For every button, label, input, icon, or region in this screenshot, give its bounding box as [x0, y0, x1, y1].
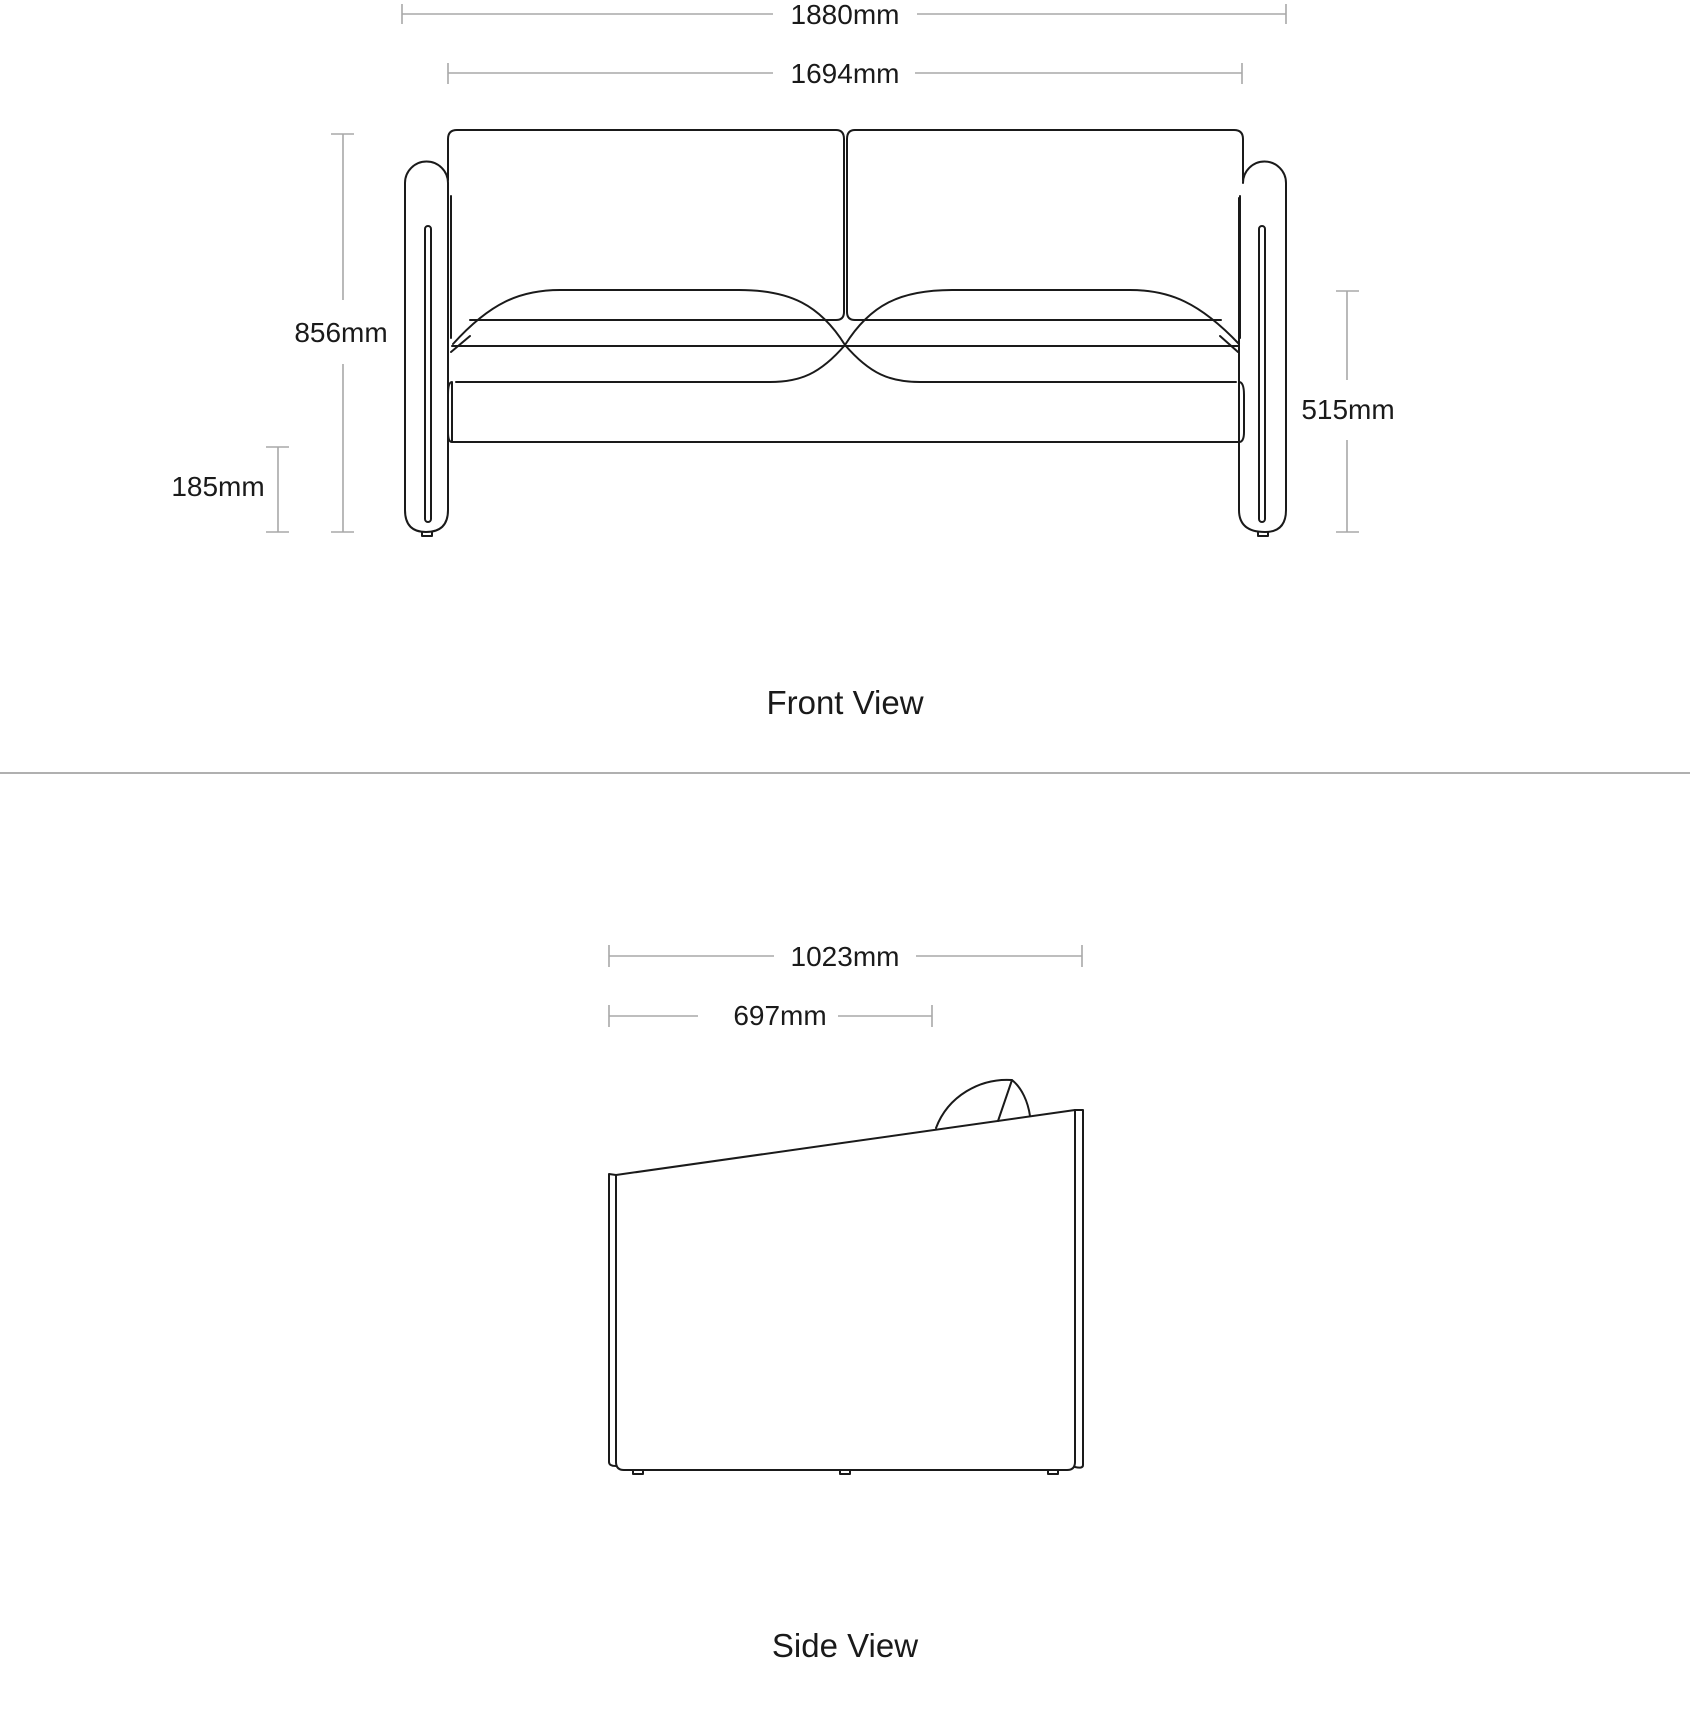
sofa-base [448, 382, 1244, 442]
side-pillow [936, 1080, 1030, 1128]
overall-height-label: 856mm [294, 317, 388, 348]
leg-height-label: 185mm [171, 471, 265, 502]
side-front-panel [609, 1174, 616, 1466]
left-armrest [405, 162, 448, 533]
right-armrest-slot [1259, 226, 1265, 522]
dimension-overall-width [402, 0, 1286, 30]
overall-depth-label: 1023mm [790, 941, 900, 972]
dimension-seat-width [448, 58, 1242, 89]
side-back-panel [1075, 1110, 1083, 1468]
side-view-caption: Side View [771, 1627, 919, 1664]
overall-width-label: 1880mm [790, 0, 900, 30]
front-view [171, 0, 1394, 721]
side-body [616, 1110, 1075, 1470]
left-armrest-slot [425, 226, 431, 522]
side-view [609, 941, 1083, 1664]
dimension-seat-depth [609, 1000, 932, 1031]
seat-height-label: 515mm [1301, 394, 1395, 425]
sofa-side-drawing [609, 1080, 1083, 1474]
dimension-seat-height [1301, 291, 1394, 532]
dimension-overall-height [294, 134, 387, 532]
back-cushion-left [448, 130, 844, 320]
back-cushion-right [847, 130, 1243, 320]
front-view-caption: Front View [766, 684, 924, 721]
dimension-leg-height [171, 447, 289, 532]
right-armrest [1239, 162, 1286, 533]
seat-depth-label: 697mm [733, 1000, 827, 1031]
dimension-overall-depth [609, 941, 1082, 972]
sofa-front-drawing [405, 130, 1286, 536]
seat-width-label: 1694mm [790, 58, 900, 89]
seat-cushion-right [845, 290, 1239, 382]
